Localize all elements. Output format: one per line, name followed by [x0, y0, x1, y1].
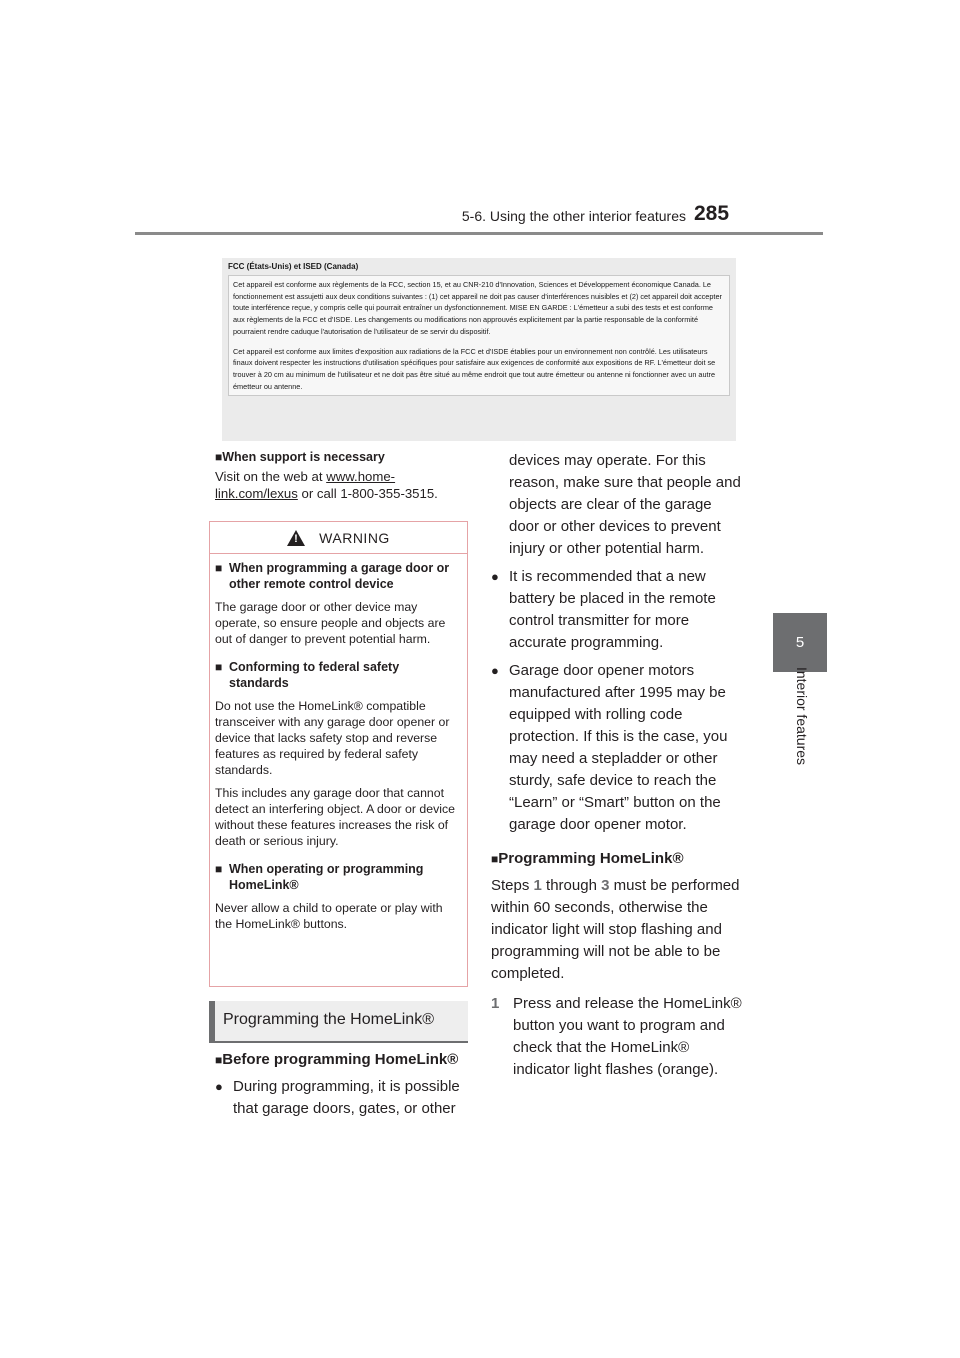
warning-paragraph: The garage door or other device may operate, so ensure people and objects are out of danger to prevent potential harm. [215, 600, 446, 646]
warning-section-heading [215, 659, 462, 691]
support-text [215, 468, 470, 502]
square-bullet-icon: ■ [215, 862, 223, 876]
fcc-notice-image [222, 258, 736, 441]
list-item [491, 660, 745, 836]
section-title: Programming the HomeLink® [223, 1011, 434, 1028]
section-title-box [209, 1001, 468, 1043]
warning-title: WARNING [319, 529, 390, 546]
warning-title-bar [210, 522, 467, 554]
support-heading [215, 450, 470, 464]
list-item-continued: devices may operate. For this reason, make sure that people and objects are clear of the garage door or other devices to prevent injury or other potential harm. [509, 452, 741, 557]
round-bullet-icon: ● [491, 663, 499, 678]
warning-section-heading-text: When programming a garage door or other remote control device [229, 561, 450, 591]
list-item-text: It is recommended that a new battery be placed in the remote control transmitter for more accurate programming. [509, 568, 716, 651]
support-text-after: or call 1-800-355-3515. [297, 486, 438, 501]
fcc-notice-paragraph: Cet appareil est conforme aux règlements de la FCC, section 15, et au CNR-210 d'Innovation, Sciences et Développement économique Canada. Le fonctionnement est assujetti aux deux conditions suivantes : (1) cet appareil ne doit pas causer d'interférences nuisibles et (2) cet appareil doit accepter toute interférence reçue, y compris celle qui pourrait entraîner un dysfonctionnement. MISE EN GARDE : L'émetteur a subi des tests et est conforme aux règlements de la FCC et d'ISDE. Les changements ou modifications non approuvés explicitement par la partie responsable de la conformité pourraient rendre caduque l'autorisation de l'utilisateur de se servir du dispositif. [233, 280, 722, 336]
warning-section [215, 861, 462, 932]
step-text: Press and release the HomeLink® button you want to program and check that the HomeLink® indicator light flashes (orange). [513, 995, 742, 1078]
fcc-notice-heading: FCC (États-Unis) et ISED (Canada) [228, 262, 359, 271]
page-number: 285 [694, 202, 730, 225]
round-bullet-icon: ● [215, 1079, 223, 1094]
running-header-section: 5-6. Using the other interior features [461, 208, 686, 224]
step-number: 3 [601, 877, 610, 894]
warning-paragraph: This includes any garage door that cannot detect an interfering object. A door or device without these features increases the risk of death or serious injury. [215, 786, 455, 848]
warning-section-heading-text: Conforming to federal safety standards [229, 660, 400, 690]
before-programming-block [215, 1051, 465, 1120]
warning-paragraph: Do not use the HomeLink® compatible transceiver with any garage door opener or device that lacks safety stop and reverse features as required by federal safety standards. [215, 699, 450, 777]
programming-heading [491, 850, 745, 867]
list-item [215, 1076, 465, 1120]
step-item [491, 993, 745, 1081]
chapter-tab-number: 5 [795, 634, 805, 651]
warning-body [210, 554, 467, 932]
list-item [491, 566, 745, 654]
before-programming-heading [215, 1051, 465, 1068]
square-bullet-icon: ■ [491, 852, 499, 866]
steps-text: must be performed within 60 seconds, otherwise the indicator light will stop flashing and programming will not be able to be completed. [491, 877, 740, 982]
square-bullet-icon: ■ [215, 1053, 223, 1067]
warning-box [209, 521, 468, 987]
warning-paragraph: Never allow a child to operate or play with the HomeLink® buttons. [215, 901, 443, 931]
warning-section-heading [215, 560, 462, 592]
programming-steps-note [491, 875, 745, 985]
support-text-before: Visit on the web at [215, 469, 327, 484]
step-number: 1 [491, 995, 500, 1012]
right-column [491, 450, 745, 1081]
warning-section [215, 659, 462, 849]
chapter-tab-label: Interior features [794, 666, 810, 766]
support-block [215, 450, 470, 502]
warning-triangle-icon [287, 530, 305, 546]
warning-section [215, 560, 462, 647]
homelink-website-link[interactable]: www.home-link.com/lexus [215, 469, 396, 501]
warning-section-heading [215, 861, 462, 893]
step-number: 1 [533, 877, 542, 894]
round-bullet-icon: ● [491, 569, 499, 584]
list-item-text: During programming, it is possible that garage doors, gates, or other [233, 1078, 460, 1117]
header-rule [135, 232, 823, 235]
fcc-notice-paragraph: Cet appareil est conforme aux limites d'exposition aux radiations de la FCC et d'ISDE établies pour un environnement non contrôlé. Les utilisateurs finaux doivent respecter les instructions d'utilisation spécifiques pour satisfaire aux exigences de conformité aux expositions de RF. L'émetteur doit se trouver à 20 cm au minimum de l'utilisateur et ne doit pas être situé au même endroit que tout autre émetteur ou antenne ni fonctionner avec un autre émetteur ou antenne. [233, 346, 716, 391]
square-bullet-icon: ■ [215, 450, 223, 464]
fcc-notice-body [228, 275, 730, 396]
programming-heading-text: Programming HomeLink® [498, 850, 684, 867]
warning-triangle-glyph: ! [294, 532, 299, 545]
square-bullet-icon: ■ [215, 561, 223, 575]
steps-text: Steps [491, 877, 534, 894]
before-programming-heading-text: Before programming HomeLink® [222, 1051, 459, 1068]
steps-text: through [541, 877, 602, 894]
warning-section-heading-text: When operating or programming HomeLink® [229, 862, 424, 892]
list-item-text: Garage door opener motors manufactured after 1995 may be equipped with rolling code protection. If this is the case, you may need a stepladder or other sturdy, safe device to reach the “Learn” or “Smart” button on the garage door opener motor. [509, 662, 728, 833]
support-heading-text: When support is necessary [222, 450, 385, 464]
square-bullet-icon: ■ [215, 660, 223, 674]
